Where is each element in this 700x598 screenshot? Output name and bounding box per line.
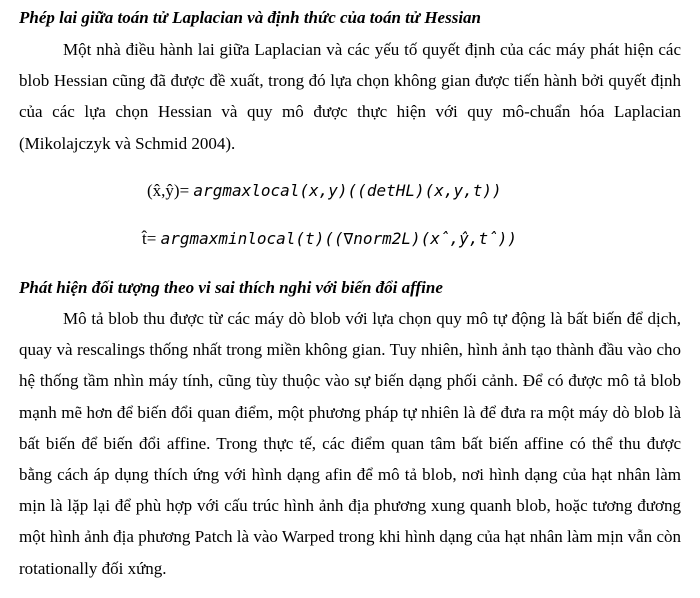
paragraph-hybrid-operator: Một nhà điều hành lai giữa Laplacian và các yếu tố quyết định của các máy phát hiện các blob Hessian cũng đã được đề xuất, trong đó lựa chọn không gian được tiến hành bởi quyết định của các lựa chọn Hessian và quy mô được thực hiện với quy mô-chuẩn hóa Laplacian (Mikolajczyk và Schmid 2004).: [19, 40, 681, 153]
section-heading-affine-adaptation: Phát hiện đối tượng theo vi sai thích nghi với biến đổi affine: [19, 278, 443, 297]
formula-spatial-lhs: (x̂,ŷ)=: [147, 181, 190, 200]
formula-scale-lhs: t̂=: [142, 229, 157, 248]
paragraph-affine-adaptation: Mô tả blob thu được từ các máy dò blob với lựa chọn quy mô tự động là bất biến để dịch, quay và rescalings thống nhất trong miền không gian. Tuy nhiên, hình ảnh tạo thành đầu vào cho hệ thống tầm nhìn máy tính, cũng tùy thuộc vào sự biến dạng phối cảnh. Để có được mô tả blob mạnh mẽ hơn để biến đổi quan điểm, một phương pháp tự nhiên là để đưa ra một máy dò blob là bất biến để biến đổi affine. Trong thực tế, các điểm quan tâm bất biến affine có thể thu được bằng cách áp dụng thích ứng với hình dạng afin để mô tả blob, nơi hình dạng của hạt nhân làm mịn là lặp lại để phù hợp với cấu trúc hình ảnh địa phương xung quanh blob, hoặc tương đương một hình ảnh địa phương Patch là vào Warped trong khi hình dạng của hạt nhân làm mịn vẫn còn rotationally đối xứng.: [19, 309, 681, 578]
formula-scale-selection: [142, 228, 517, 250]
section-heading-hybrid-operator: Phép lai giữa toán tử Laplacian và định thức của toán tử Hessian: [19, 8, 482, 27]
formula-scale-rhs: argmaxminlocal(t)((∇norm2L)(x̂,ŷ,t̂)): [160, 229, 517, 248]
formula-spatial-selection: [147, 180, 502, 202]
formula-spatial-rhs: argmaxlocal(x,y)((detHL)(x,y,t)): [193, 181, 502, 200]
